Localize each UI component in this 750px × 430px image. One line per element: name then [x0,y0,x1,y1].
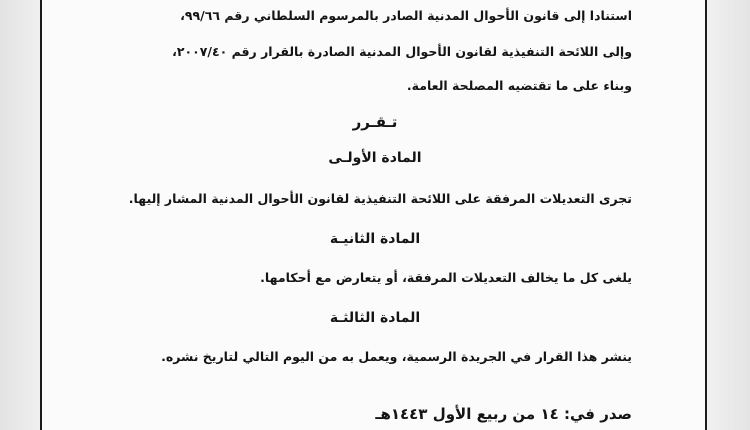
decree-heading: تـقـرر [352,113,398,131]
right-margin-shadow [707,0,750,430]
preamble-line-1: استنادا إلى قانون الأحوال المدنية الصادر بالمرسوم السلطاني رقم ٩٩/٦٦، [180,8,632,23]
preamble-line-2: وإلى اللائحة التنفيذية لقانون الأحوال المدنية الصادرة بالقرار رقم ٢٠٠٧/٤٠، [172,44,632,59]
article-3-text: ينشر هذا القرار في الجريدة الرسمية، ويعمل به من اليوم التالي لتاريخ نشره. [161,349,632,364]
article-1-heading: المادة الأولـى [328,150,422,166]
article-2-heading: المادة الثانيـة [329,231,421,247]
article-2-text: يلغى كل ما يخالف التعديلات المرفقة، أو يتعارض مع أحكامها. [260,270,632,285]
preamble-line-3: وبناء على ما تقتضيه المصلحة العامة. [406,78,632,93]
issue-date: صدر في: ١٤ من ربيع الأول ١٤٤٣هـ [375,405,632,423]
article-1-text: تجرى التعديلات المرفقة على اللائحة التنفيذية لقانون الأحوال المدنية المشار إليها. [128,191,632,206]
left-margin-shadow [0,0,40,430]
document-frame [40,0,707,430]
article-3-heading: المادة الثالثـة [329,310,421,326]
